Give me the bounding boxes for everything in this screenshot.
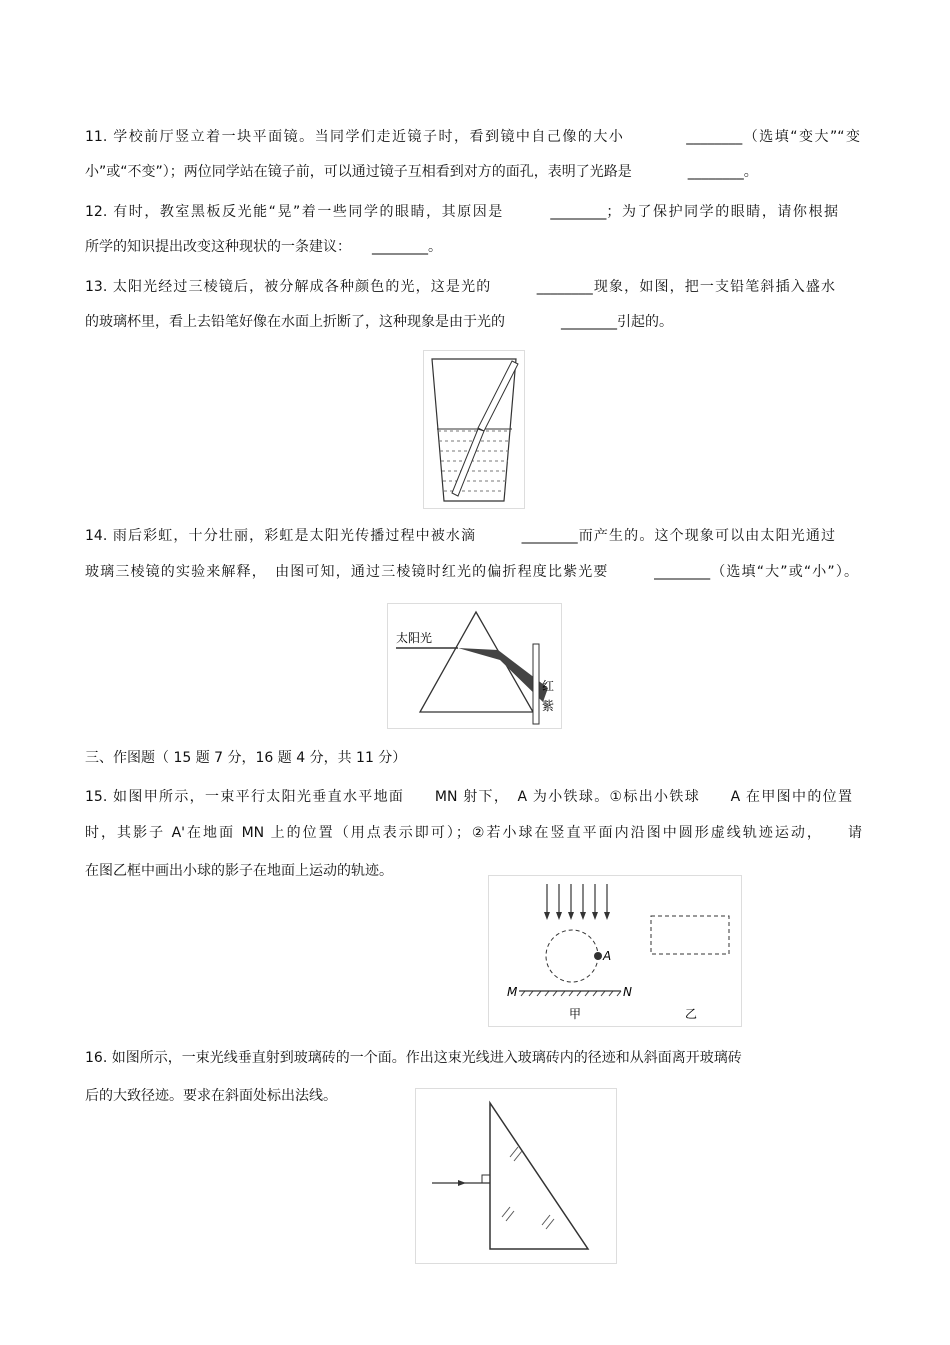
q15-line1: 15. 如图甲所示，一束平行太阳光垂直水平地面 MN 射下， A 为小铁球。①标出小铁球 A 在甲图中的位置 (85, 789, 852, 805)
q16-line2: 后的大致径迹。要求在斜面处标出法线。 (85, 1088, 337, 1104)
q11-line1: 11. 学校前厅竖立着一块平面镜。当同学们走近镜子时，看到镜中自己像的大小 ________（选填“变大”“变 (85, 129, 860, 145)
q15-line2: 时，其影子 A'在地面 MN 上的位置（用点表示即可）；②若小球在竖直平面内沿图中圆形虚线轨迹运动， 请 (85, 825, 862, 841)
q15-line3: 在图乙框中画出小球的影子在地面上运动的轨迹。 (85, 863, 393, 879)
m-label: M (507, 985, 518, 999)
jia-label: 甲 (569, 1007, 582, 1021)
red-label: 红 (542, 679, 555, 693)
shadow-figure (488, 875, 742, 1027)
pencil-in-glass-figure (423, 350, 525, 509)
sunlight-label: 太阳光 (396, 631, 433, 645)
q12-line1: 12. 有时，教室黑板反光能“晃”着一些同学的眼睛，其原因是 ________；为了保护同学的眼睛，请你根据 (85, 204, 838, 220)
prism-dispersion-figure (387, 603, 562, 729)
q16-line1: 16. 如图所示，一束光线垂直射到玻璃砖的一个面。作出这束光线进入玻璃砖内的径迹和从斜面离开玻璃砖 (85, 1050, 742, 1066)
q14-line2: 玻璃三棱镜的实验来解释， 由图可知，通过三棱镜时红光的偏折程度比紫光要 ________（选填“大”或“小”）。 (85, 564, 858, 580)
section3-heading: 三、作图题（ 15 题 7 分，16 题 4 分，共 11 分） (85, 750, 407, 766)
q13-line2: 的玻璃杯里，看上去铅笔好像在水面上折断了，这种现象是由于光的 ________引起的。 (85, 314, 673, 330)
glass-brick-figure (415, 1088, 617, 1264)
q14-line1: 14. 雨后彩虹，十分壮丽，彩虹是太阳光传播过程中被水滴 ________而产生的。这个现象可以由太阳光通过 (85, 528, 835, 544)
yi-label: 乙 (685, 1007, 698, 1021)
n-label: N (623, 985, 632, 999)
q12-line2: 所学的知识提出改变这种现状的一条建议： ________。 (85, 239, 442, 255)
point-a-label: A (603, 949, 612, 963)
violet-label: 紫 (542, 699, 555, 713)
q11-line2: 小”或“不变”）；两位同学站在镜子前，可以通过镜子互相看到对方的面孔，表明了光路是 ________。 (85, 164, 758, 180)
q13-line1: 13. 太阳光经过三棱镜后，被分解成各种颜色的光，这是光的 ________现象，如图，把一支铅笔斜插入盛水 (85, 279, 835, 295)
